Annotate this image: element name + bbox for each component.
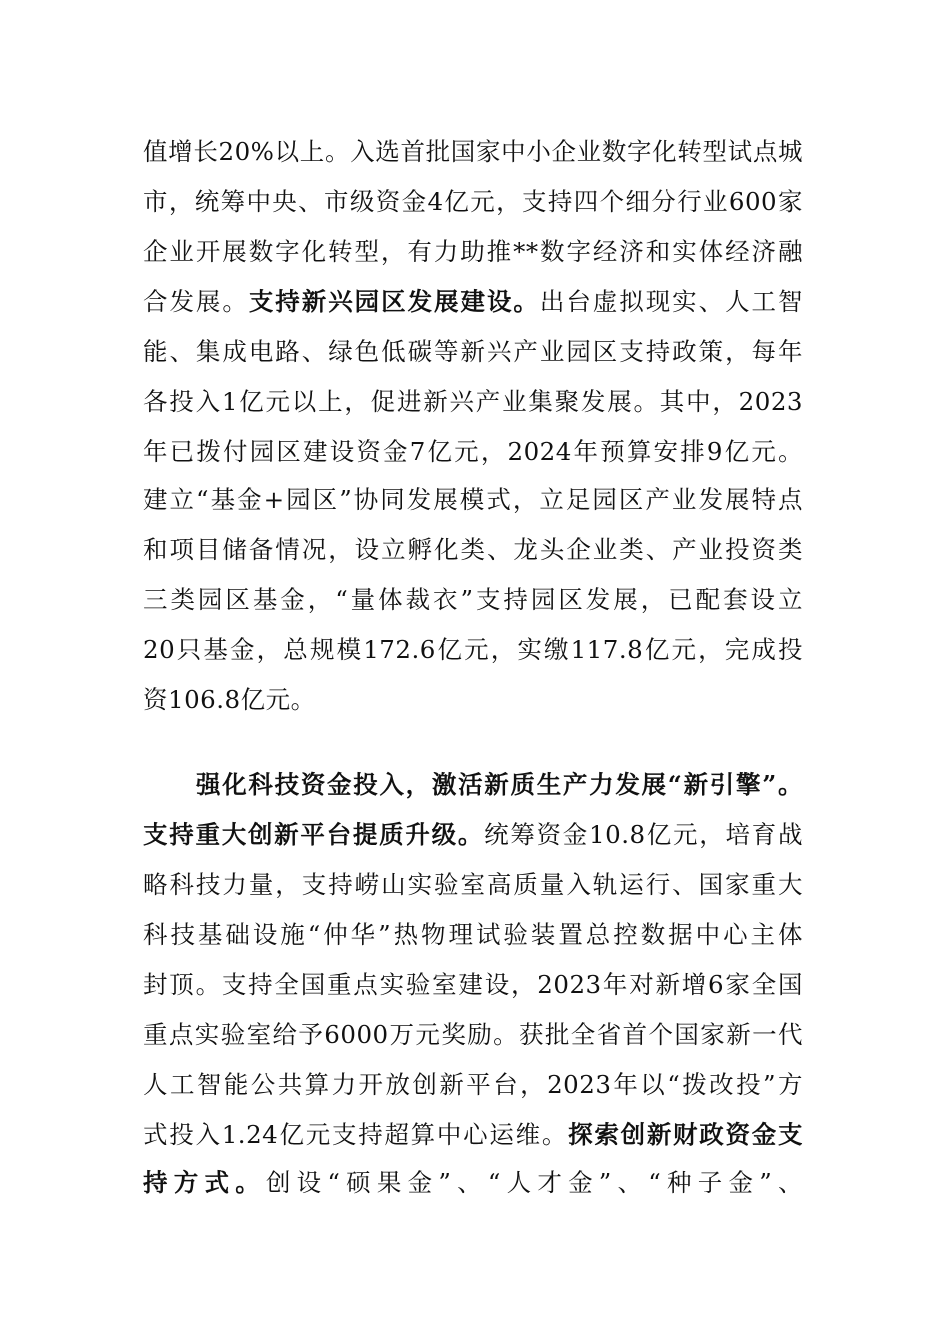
paragraph2-line9-tail: 创设“硕果金”、“人才金”、“种子金”、 (265, 1168, 804, 1197)
paragraph2-line5: 封顶。支持全国重点实验室建设，2023年对新增6家全国 (143, 970, 803, 999)
paragraph1-line1: 值增长20%以上。入选首批国家中小企业数字化转型试点城 (143, 137, 803, 166)
paragraph2-line2 (143, 810, 803, 860)
paragraph2-line2-tail: 统筹资金10.8亿元，培育战 (484, 820, 803, 849)
paragraph1-line9: 和项目储备情况，设立孵化类、龙头企业类、产业投资类 (143, 535, 803, 564)
paragraph1-line2: 市，统筹中央、市级资金4亿元，支持四个细分行业600家 (143, 187, 803, 216)
paragraph2-line6: 重点实验室给予6000万元奖励。获批全省首个国家新一代 (143, 1020, 803, 1049)
paragraph1-line11: 20只基金，总规模172.6亿元，实缴117.8亿元，完成投 (143, 635, 803, 664)
paragraph2-line7: 人工智能公共算力开放创新平台，2023年以“拨改投”方 (143, 1070, 803, 1099)
paragraph2-line8-lead: 式投入1.24亿元支持超算中心运维。 (143, 1120, 569, 1149)
paragraph1-line4-tail: 出台虚拟现实、人工智 (539, 287, 804, 316)
paragraph1-line6: 各投入1亿元以上，促进新兴产业集聚发展。其中，2023 (143, 387, 803, 416)
section-heading-emerging-parks: 支持新兴园区发展建设。 (248, 287, 540, 316)
paragraph1-line4-lead: 合发展。 (143, 287, 249, 316)
paragraph1-line12: 资106.8亿元。 (143, 685, 316, 714)
paragraph2-line8 (143, 1110, 803, 1160)
paragraph2-line4: 科技基础设施“仲华”热物理试验装置总控数据中心主体 (143, 920, 803, 949)
section-heading-funding-methods: 探索创新财政资金支 (568, 1120, 803, 1149)
section-heading-funding-methods-cont: 持方式。 (143, 1168, 266, 1197)
paragraph1-line10: 三类园区基金，“量体裁衣”支持园区发展，已配套设立 (143, 585, 803, 614)
paragraph1-line4 (143, 277, 803, 327)
paragraph1-line3: 企业开展数字化转型，有力助推**数字经济和实体经济融 (143, 237, 803, 266)
paragraph1-line8: 建立“基金+园区”协同发展模式，立足园区产业发展特点 (143, 485, 803, 514)
paragraph2-line9 (143, 1158, 803, 1208)
section-heading-innovation-platforms: 支持重大创新平台提质升级。 (143, 820, 485, 849)
paragraph1-line7: 年已拨付园区建设资金7亿元，2024年预算安排9亿元。 (143, 437, 803, 466)
section-heading-tech-funding: 强化科技资金投入，激活新质生产力发展“新引擎”。 (196, 770, 803, 799)
paragraph2-line3: 略科技力量，支持崂山实验室高质量入轨运行、国家重大 (143, 870, 803, 899)
paragraph1-line5: 能、集成电路、绿色低碳等新兴产业园区支持政策，每年 (143, 337, 803, 366)
